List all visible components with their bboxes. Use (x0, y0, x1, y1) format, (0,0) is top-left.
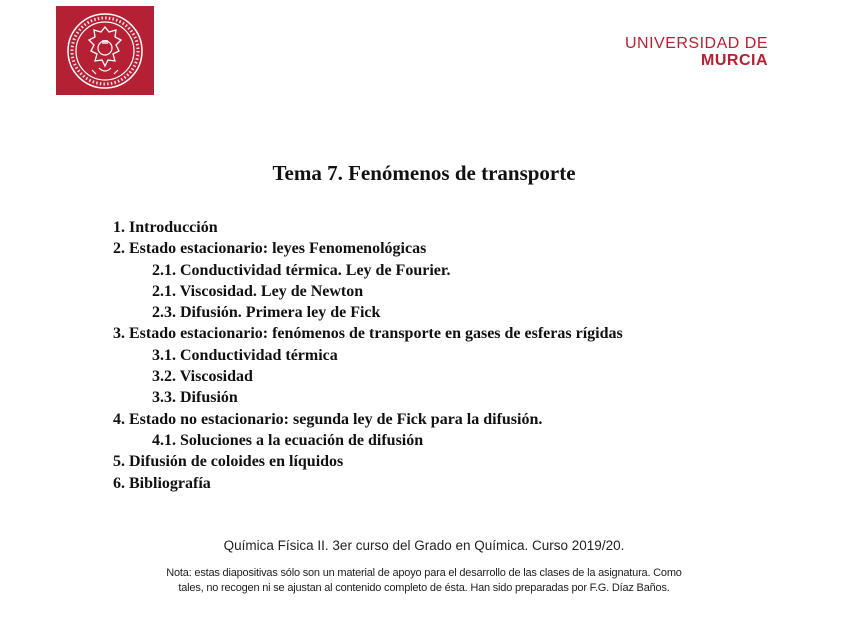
university-name-line2: MURCIA (701, 52, 768, 69)
toc-subitem: 4.1. Soluciones a la ecuación de difusión (152, 431, 424, 449)
toc-subitem: 2.1. Conductividad térmica. Ley de Fourier. (152, 261, 451, 279)
table-of-contents (113, 217, 623, 494)
toc-item: 2. Estado estacionario: leyes Fenomenológicas (113, 240, 427, 258)
university-seal-icon (64, 10, 146, 92)
toc-item: 5. Difusión de coloides en líquidos (113, 453, 344, 471)
university-name-line1: UNIVERSIDAD DE (624, 35, 768, 52)
toc-item: 4. Estado no estacionario: segunda ley de Fick para la difusión. (113, 410, 543, 428)
toc-subitem: 3.3. Difusión (152, 389, 238, 407)
toc-item: 1. Introducción (113, 219, 218, 236)
toc-subitem: 2.1. Viscosidad. Ley de Newton (152, 282, 364, 300)
toc-subitem: 2.3. Difusión. Primera ley de Fick (152, 304, 381, 322)
university-wordmark (625, 35, 768, 69)
disclaimer-line1: Nota: estas diapositivas sólo son un material de apoyo para el desarrollo de las clases de la asignatura. Como (166, 567, 682, 579)
university-logo (56, 6, 154, 95)
slide-title: Tema 7. Fenómenos de transporte (272, 161, 576, 185)
disclaimer-line2: tales, no recogen ni se ajustan al contenido completo de ésta. Han sido preparadas por F.G. Díaz Baños. (178, 582, 670, 594)
course-info: Química Física II. 3er curso del Grado en Química. Curso 2019/20. (223, 538, 625, 553)
toc-subitem: 3.2. Viscosidad (152, 368, 253, 386)
toc-subitem: 3.1. Conductividad térmica (152, 346, 338, 364)
toc-item: 3. Estado estacionario: fenómenos de transporte en gases de esferas rígidas (113, 325, 623, 343)
toc-item: 6. Bibliografía (113, 474, 211, 492)
disclaimer-note (0, 566, 848, 596)
